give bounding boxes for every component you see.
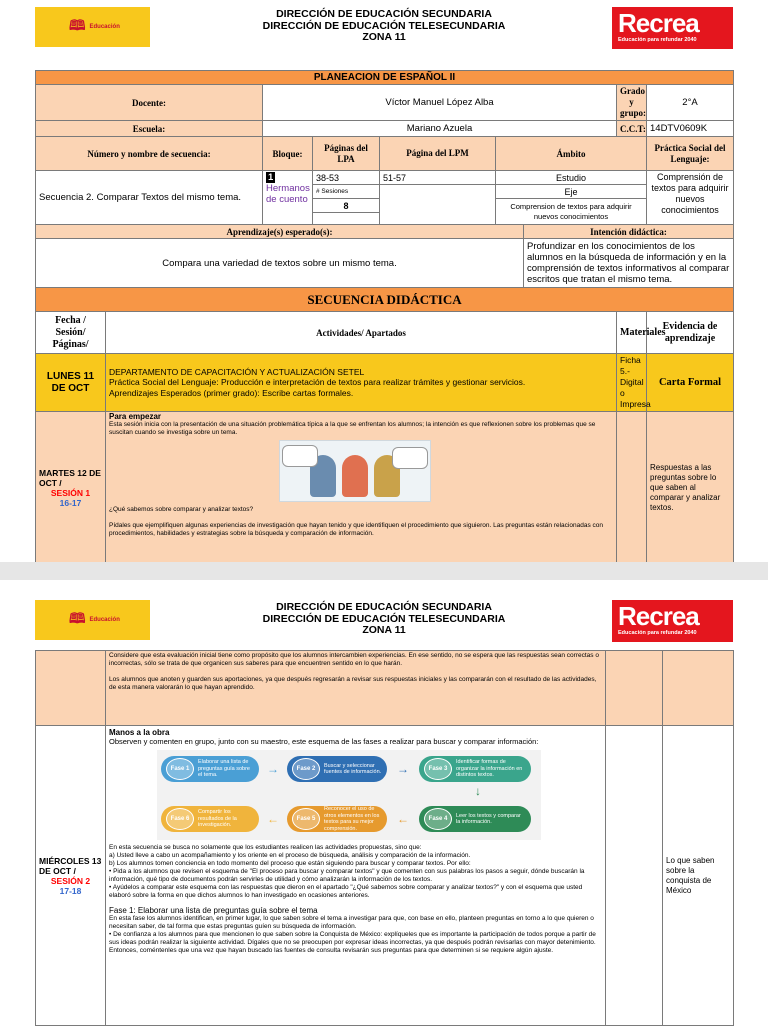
header-title xyxy=(200,602,568,637)
intencion-value: Profundizar en los conocimientos de los alumnos en la búsqueda de información y en la comprensión de textos informativos al comparar escritos que tratan el mismo tema. xyxy=(524,239,734,288)
col-secuencia: Número y nombre de secuencia: xyxy=(36,137,263,171)
sesiones-value: 8 xyxy=(313,199,380,213)
recrea-logo-text: Recrea xyxy=(618,8,699,38)
martes-date-text: MARTES 12 DE OCT / xyxy=(39,468,101,488)
lunes-line-3: Aprendizajes Esperados (primer grado): Escribe cartas formales. xyxy=(109,387,354,398)
col-evidencia: Evidencia de aprendizaje xyxy=(647,312,734,354)
lpm-value: 51-57 xyxy=(380,171,496,185)
header-title-line: DIRECCIÓN DE EDUCACIÓN TELESECUNDARIA xyxy=(262,612,506,625)
aprendizaje-value: Compara una variedad de textos sobre un mismo tema. xyxy=(36,239,524,288)
miercoles-heading: Manos a la obra xyxy=(109,728,170,737)
page-gap xyxy=(0,562,768,580)
cont-evidencia xyxy=(663,651,734,726)
miercoles-paragraph-3: b) Los alumnos tomen conciencia en todo momento del proceso que están siguiendo para buscar y comparar textos. Por ello: xyxy=(109,860,471,867)
header-title-line: DIRECCIÓN DE EDUCACIÓN TELESECUNDARIA xyxy=(262,19,506,32)
phase-label: Fase 5 xyxy=(292,808,320,830)
miercoles-paragraph-5: • Ayúdelos a comparar este esquema con las respuestas que dieron en el apartado "¿Qué sabemos sobre comparar y analizar textos?" y con el esquema que usted elaboró sobre la forma en que dichos alumnos lo han investigado en ocasiones anteriores. xyxy=(109,884,583,899)
col-fecha: Fecha / Sesión/ Páginas/ xyxy=(36,312,106,354)
arrow-right-icon: → xyxy=(267,762,279,776)
phase-text: Identificar formas de organizar la información en distintos textos. xyxy=(456,759,523,779)
col-lpa: Páginas del LPA xyxy=(313,137,380,171)
martes-date xyxy=(36,412,106,565)
practica-value: Comprensión de textos para adquirir nuevos conocimientos xyxy=(647,171,734,225)
martes-pages: 16-17 xyxy=(59,498,82,508)
martes-activities xyxy=(106,412,617,565)
lpm-empty xyxy=(380,185,496,225)
cct-label: C.C.T: xyxy=(617,121,647,137)
col-actividades: Actividades/ Apartados xyxy=(106,312,617,354)
miercoles-activities xyxy=(106,726,606,1026)
cont-material xyxy=(606,651,663,726)
lunes-evidencia: Carta Formal xyxy=(647,354,734,412)
miercoles-paragraph-1: En esta secuencia se busca no solamente que los estudiantes realicen las actividades propuestas, sino que: xyxy=(109,844,422,851)
phase-1 xyxy=(161,756,259,782)
miercoles-material xyxy=(606,726,663,1026)
cont-paragraph-2: Los alumnos que anoten y guarden sus aportaciones, ya que después regresarán a revisar sus respuestas iniciales y las compararán con el resultado de las actividades, de esta manera valorarán lo que hayan aprendido. xyxy=(109,676,597,691)
recrea-logo-sub: Educación para refundar 2040 xyxy=(618,630,697,636)
header-title-line: DIRECCIÓN DE EDUCACIÓN SECUNDARIA xyxy=(276,8,492,20)
ambito-value: Estudio xyxy=(496,171,647,185)
col-materiales: Materiales xyxy=(617,312,647,354)
page-2 xyxy=(0,580,768,1024)
martes-heading: Para empezar xyxy=(109,412,162,421)
header-title xyxy=(200,9,568,44)
martes-question: ¿Qué sabemos sobre comparar y analizar textos? xyxy=(109,506,254,513)
lunes-material: Ficha 5.- Digital o Impresa xyxy=(617,354,647,412)
grado-label: Grado y grupo: xyxy=(617,85,647,121)
martes-session: SESIÓN 1 xyxy=(50,488,91,498)
martes-paragraph-1: Esta sesión inicia con la presentación de una situación problemática típica a la que se enfrentan los alumnos; la intención es que reflexionen sobre los problemas que se suscitan cuando se investiga sobre un tema. xyxy=(109,421,596,436)
miercoles-paragraph-8: Entonces, coméntenles que una vez que hayan buscado las fuentes de consulta revisarán sus preguntas para que determinen si se requiere algún ajuste. xyxy=(109,947,554,954)
escuela-value: Mariano Azuela xyxy=(263,121,617,137)
col-bloque: Bloque: xyxy=(263,137,313,171)
phase-text: Elaborar una lista de preguntas guía sobre el tema. xyxy=(198,759,250,779)
phase-label: Fase 2 xyxy=(292,758,320,780)
bloque-value xyxy=(263,171,313,225)
lpa-value: 38-53 xyxy=(313,171,380,185)
arrow-left-icon: ← xyxy=(267,812,279,826)
students-illustration xyxy=(279,440,431,502)
miercoles-date-text: MIÉRCOLES 13 DE OCT / xyxy=(39,855,102,876)
miercoles-intro: Observen y comenten en grupo, junto con su maestro, este esquema de las fases a realizar para buscar y comparar información: xyxy=(109,737,539,746)
header-title-line: DIRECCIÓN DE EDUCACIÓN SECUNDARIA xyxy=(276,601,492,613)
recrea-logo-text: Recrea xyxy=(618,601,699,631)
eje-label: Eje xyxy=(496,185,647,199)
phase-text: Compartir los resultados de la investigación. xyxy=(198,809,237,829)
martes-evidencia: Respuestas a las preguntas sobre lo que saben al comparar y analizar textos. xyxy=(647,412,734,565)
phase-label: Fase 6 xyxy=(166,808,194,830)
secuencia-value: Secuencia 2. Comparar Textos del mismo tema. xyxy=(36,171,263,225)
arrow-right-icon: → xyxy=(397,762,409,776)
arrow-down-icon: ↓ xyxy=(475,784,481,798)
fase1-title: Fase 1: Elaborar una lista de preguntas guía sobre el tema xyxy=(109,906,318,915)
recrea-logo xyxy=(612,7,733,49)
cct-value: 14DTV0609K xyxy=(647,121,734,137)
col-ambito: Ámbito xyxy=(496,137,647,171)
col-lpm: Página del LPM xyxy=(380,137,496,171)
secuencia-title: SECUENCIA DIDÁCTICA xyxy=(36,288,734,312)
phase-label: Fase 3 xyxy=(424,758,452,780)
planeacion-table xyxy=(35,70,734,565)
miercoles-date xyxy=(36,726,106,1026)
martes-material xyxy=(617,412,647,565)
intencion-label: Intención didáctica: xyxy=(524,225,734,239)
miercoles-paragraph-4: • Pida a los alumnos que revisen el esquema de "El proceso para buscar y comparar textos" y que comenten con sus palabras los pasos a seguir, dónde buscarán la información, qué tipo de documentos podrán servirles de utilidad y cómo analizarán la información de los textos. xyxy=(109,868,585,883)
educacion-logo xyxy=(35,600,150,640)
lunes-line-2: Práctica Social del Lenguaje: Producción e interpretación de textos para realizar trámites y gestionar servicios. xyxy=(109,377,526,388)
phase-text: Leer los textos y comparar la información. xyxy=(456,812,521,825)
lunes-date: LUNES 11 DE OCT xyxy=(36,354,106,412)
speech-bubble xyxy=(282,445,318,467)
bloque-name: Hermanos de cuento xyxy=(266,183,310,205)
plan-title: PLANEACION DE ESPAÑOL II xyxy=(36,71,734,85)
phase-text: Buscar y seleccionar fuentes de información. xyxy=(324,762,382,775)
miercoles-pages: 17-18 xyxy=(59,885,82,896)
student-figure xyxy=(342,455,368,497)
phase-label: Fase 4 xyxy=(424,808,452,830)
educacion-logo-text: Educación xyxy=(89,24,120,30)
recrea-logo-sub: Educación para refundar 2040 xyxy=(618,37,697,43)
bloque-number: 1 xyxy=(268,172,274,183)
grado-value: 2°A xyxy=(647,85,734,121)
eje-value: Comprension de textos para adquirir nuevos conocimientos xyxy=(496,199,647,225)
miercoles-session: SESIÓN 2 xyxy=(50,875,91,886)
speech-bubble xyxy=(392,447,428,469)
cont-paragraph-1: Considere que esta evaluación inicial tiene como propósito que los alumnos intercambien experiencias. En ese sentido, no se espera que las respuestas sean correctas o incorrectas, sólo se trata de que organicen sus saberes para que encuentren sentido en lo que harán. xyxy=(109,652,599,667)
sesiones-label: # Sesiones xyxy=(313,185,380,199)
phase-5 xyxy=(287,806,387,832)
phase-6 xyxy=(161,806,259,832)
educacion-logo xyxy=(35,7,150,47)
recrea-logo xyxy=(612,600,733,642)
educacion-logo-text: Educación xyxy=(89,617,120,623)
miercoles-paragraph-7: • De confianza a los alumnos para que mencionen lo que saben sobre la Conquista de México: explíqueles que es importante la participación de todos porque a partir de sus ideas podrán realizar la siguiente actividad. Dígales que no se preocupen por expresar ideas incorrectas, ya que después podrán revisarlas con mayor detenimiento. xyxy=(109,931,596,946)
miercoles-evidencia: Lo que saben sobre la conquista de México xyxy=(663,726,734,1026)
cont-date xyxy=(36,651,106,726)
escuela-label: Escuela: xyxy=(36,121,263,137)
phase-2 xyxy=(287,756,387,782)
col-practica: Práctica Social del Lenguaje: xyxy=(647,137,734,171)
miercoles-paragraph-6: En esta fase los alumnos identifican, en primer lugar, lo que saben sobre el tema a investigar para que, con base en ello, planteen preguntas en torno a lo que quieren o necesitan saber, de tal forma que estas preguntas guíen su búsqueda de información. xyxy=(109,915,594,930)
phase-label: Fase 1 xyxy=(166,758,194,780)
cont-activities xyxy=(106,651,606,726)
aprendizaje-label: Aprendizaje(s) esperado(s): xyxy=(36,225,524,239)
header-title-line: ZONA 11 xyxy=(362,31,406,43)
phases-diagram xyxy=(157,750,541,840)
lunes-line-1: DEPARTAMENTO DE CAPACITACIÓN Y ACTUALIZACIÓN SETEL xyxy=(109,366,365,377)
header-title-line: ZONA 11 xyxy=(362,624,406,636)
sesiones-empty xyxy=(313,213,380,225)
planeacion-table-continued xyxy=(35,650,734,1026)
lunes-activities xyxy=(106,354,617,412)
phase-text: Reconocer el uso de otros elementos en los textos para su mejor comprensión. xyxy=(324,806,380,832)
book-icon: 🕮 xyxy=(69,17,86,33)
phase-4 xyxy=(419,806,531,832)
docente-label: Docente: xyxy=(36,85,263,121)
miercoles-paragraph-2: a) Usted lleve a cabo un acompañamiento y los oriente en el proceso de búsqueda, análisis y comparación de la información. xyxy=(109,852,471,859)
martes-paragraph-2: Pídales que ejemplifiquen algunas experiencias de investigación que hayan tenido y que identifiquen el procedimiento que siguieron. Las preguntas están relacionadas con procedimientos, habilidades y estrategias sobre la búsqueda y comparación de información. xyxy=(109,522,603,537)
phase-3 xyxy=(419,756,531,782)
arrow-left-icon: ← xyxy=(397,812,409,826)
docente-value: Víctor Manuel López Alba xyxy=(263,85,617,121)
book-icon: 🕮 xyxy=(69,610,86,626)
